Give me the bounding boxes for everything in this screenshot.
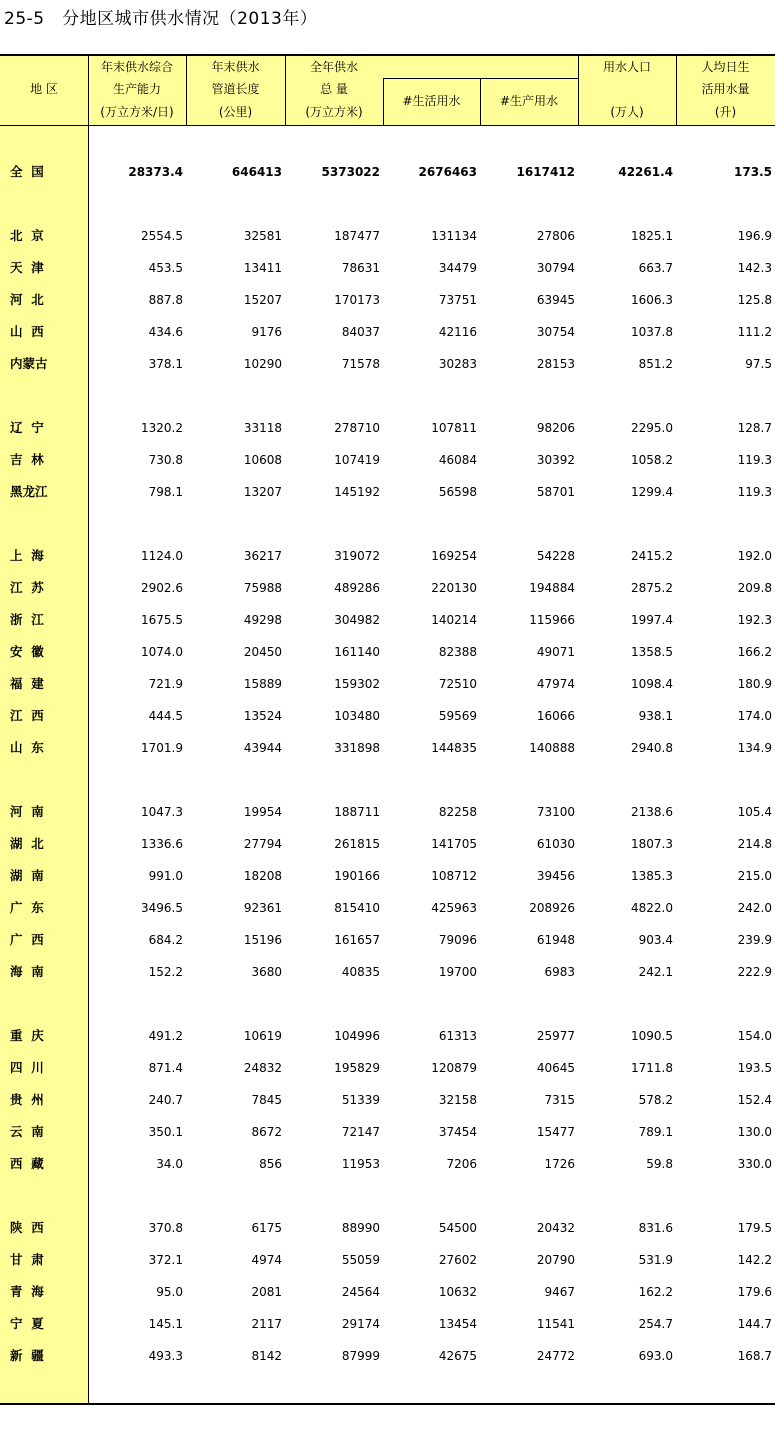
cell-domestic: 7206 <box>446 1157 477 1171</box>
cell-capacity: 1336.6 <box>141 837 183 851</box>
cell-pipeline: 43944 <box>243 741 282 755</box>
cell-pipeline: 3680 <box>251 965 282 979</box>
cell-per-capita: 196.9 <box>737 229 772 243</box>
cell-capacity: 28373.4 <box>128 165 183 179</box>
cell-domestic: 82258 <box>438 805 477 819</box>
cell-population: 1358.5 <box>631 645 673 659</box>
cell-population: 789.1 <box>638 1125 673 1139</box>
cell-production: 20790 <box>536 1253 575 1267</box>
cell-production: 11541 <box>536 1317 575 1331</box>
cell-per-capita: 119.3 <box>737 485 772 499</box>
header-bottom-rule <box>0 125 775 126</box>
cell-per-capita: 330.0 <box>737 1157 772 1171</box>
region-name: 天 津 <box>10 260 44 275</box>
cell-pipeline: 32581 <box>243 229 282 243</box>
cell-total: 40835 <box>341 965 380 979</box>
cell-population: 2295.0 <box>631 421 673 435</box>
cell-pipeline: 856 <box>259 1157 282 1171</box>
cell-per-capita: 192.3 <box>737 613 772 627</box>
cell-production: 49071 <box>536 645 575 659</box>
cell-capacity: 991.0 <box>148 869 183 883</box>
cell-pipeline: 24832 <box>243 1061 282 1075</box>
cell-total: 187477 <box>334 229 380 243</box>
cell-production: 30392 <box>536 453 575 467</box>
cell-population: 1711.8 <box>631 1061 673 1075</box>
cell-domestic: 120879 <box>431 1061 477 1075</box>
cell-total: 51339 <box>341 1093 380 1107</box>
cell-per-capita: 168.7 <box>737 1349 772 1363</box>
region-name: 四 川 <box>10 1060 44 1075</box>
cell-per-capita: 192.0 <box>737 549 772 563</box>
cell-population: 851.2 <box>638 357 673 371</box>
cell-capacity: 684.2 <box>148 933 183 947</box>
page-title: 25-5 分地区城市供水情况（2013年） <box>4 9 318 29</box>
cell-per-capita: 215.0 <box>737 869 772 883</box>
cell-per-capita: 125.8 <box>737 293 772 307</box>
cell-per-capita: 111.2 <box>737 325 772 339</box>
cell-population: 1037.8 <box>631 325 673 339</box>
cell-domestic: 169254 <box>431 549 477 563</box>
region-name: 吉 林 <box>10 452 44 467</box>
cell-per-capita: 134.9 <box>737 741 772 755</box>
cell-population: 59.8 <box>646 1157 673 1171</box>
cell-domestic: 220130 <box>431 581 477 595</box>
header-population-1: 用水人口 <box>602 60 651 74</box>
cell-per-capita: 209.8 <box>737 581 772 595</box>
cell-production: 9467 <box>544 1285 575 1299</box>
water-supply-table <box>0 54 775 1405</box>
cell-per-capita: 130.0 <box>737 1125 772 1139</box>
region-name: 海 南 <box>10 964 44 979</box>
cell-pipeline: 75988 <box>243 581 282 595</box>
region-name: 山 西 <box>10 324 44 339</box>
cell-pipeline: 13524 <box>243 709 282 723</box>
cell-population: 693.0 <box>638 1349 673 1363</box>
cell-domestic: 2676463 <box>418 165 477 179</box>
cell-capacity: 2554.5 <box>141 229 183 243</box>
header-pipeline-1: 年末供水 <box>211 60 260 74</box>
cell-total: 161140 <box>334 645 380 659</box>
cell-production: 15477 <box>536 1125 575 1139</box>
cell-pipeline: 8142 <box>251 1349 282 1363</box>
cell-capacity: 378.1 <box>148 357 183 371</box>
cell-population: 1090.5 <box>631 1029 673 1043</box>
cell-per-capita: 97.5 <box>745 357 772 371</box>
cell-production: 6983 <box>544 965 575 979</box>
region-name: 新 疆 <box>10 1348 44 1363</box>
cell-domestic: 61313 <box>438 1029 477 1043</box>
cell-total: 87999 <box>341 1349 380 1363</box>
region-name: 甘 肃 <box>10 1252 44 1267</box>
cell-population: 42261.4 <box>618 165 673 179</box>
cell-domestic: 72510 <box>438 677 477 691</box>
cell-per-capita: 166.2 <box>737 645 772 659</box>
cell-total: 188711 <box>334 805 380 819</box>
cell-domestic: 140214 <box>431 613 477 627</box>
cell-capacity: 1124.0 <box>141 549 183 563</box>
cell-capacity: 1701.9 <box>141 741 183 755</box>
cell-capacity: 1074.0 <box>141 645 183 659</box>
cell-domestic: 37454 <box>438 1125 477 1139</box>
cell-production: 73100 <box>536 805 575 819</box>
cell-capacity: 1047.3 <box>141 805 183 819</box>
cell-total: 78631 <box>341 261 380 275</box>
cell-per-capita: 154.0 <box>737 1029 772 1043</box>
header-pipeline-2: 管道长度 <box>211 82 260 96</box>
cell-total: 261815 <box>334 837 380 851</box>
cell-production: 1617412 <box>516 165 575 179</box>
cell-production: 16066 <box>536 709 575 723</box>
cell-per-capita: 193.5 <box>737 1061 772 1075</box>
region-column-border <box>88 54 89 1403</box>
header-capacity-2: 生产能力 <box>112 82 161 96</box>
cell-capacity: 444.5 <box>148 709 183 723</box>
cell-pipeline: 10619 <box>243 1029 282 1043</box>
cell-capacity: 434.6 <box>148 325 183 339</box>
cell-pipeline: 2081 <box>251 1285 282 1299</box>
cell-domestic: 46084 <box>438 453 477 467</box>
region-name: 山 东 <box>10 740 44 755</box>
table-bottom-rule <box>0 1403 775 1405</box>
cell-total: 103480 <box>334 709 380 723</box>
cell-pipeline: 13411 <box>243 261 282 275</box>
header-capacity-1: 年末供水综合 <box>100 60 173 74</box>
cell-pipeline: 19954 <box>243 805 282 819</box>
cell-total: 815410 <box>334 901 380 915</box>
header-capacity-3: (万立方米/日) <box>100 105 174 119</box>
cell-production: 61948 <box>536 933 575 947</box>
cell-production: 39456 <box>536 869 575 883</box>
cell-domestic: 42116 <box>438 325 477 339</box>
cell-population: 2138.6 <box>631 805 673 819</box>
region-name: 广 西 <box>10 932 44 947</box>
cell-total: 304982 <box>334 613 380 627</box>
cell-pipeline: 27794 <box>243 837 282 851</box>
cell-pipeline: 49298 <box>243 613 282 627</box>
cell-population: 2940.8 <box>631 741 673 755</box>
region-name: 河 北 <box>10 292 44 307</box>
header-population-2: (万人) <box>610 105 644 119</box>
cell-domestic: 144835 <box>431 741 477 755</box>
cell-domestic: 34479 <box>438 261 477 275</box>
cell-capacity: 372.1 <box>148 1253 183 1267</box>
cell-population: 162.2 <box>638 1285 673 1299</box>
cell-total: 5373022 <box>321 165 380 179</box>
cell-per-capita: 179.5 <box>737 1221 772 1235</box>
cell-total: 107419 <box>334 453 380 467</box>
region-name: 贵 州 <box>10 1092 44 1107</box>
cell-production: 54228 <box>536 549 575 563</box>
cell-pipeline: 13207 <box>243 485 282 499</box>
cell-pipeline: 15207 <box>243 293 282 307</box>
cell-domestic: 54500 <box>438 1221 477 1235</box>
header-region: 地 区 <box>30 82 58 96</box>
cell-population: 2415.2 <box>631 549 673 563</box>
cell-population: 1299.4 <box>631 485 673 499</box>
region-name: 浙 江 <box>10 612 44 627</box>
cell-domestic: 108712 <box>431 869 477 883</box>
cell-total: 319072 <box>334 549 380 563</box>
cell-per-capita: 214.8 <box>737 837 772 851</box>
cell-population: 1997.4 <box>631 613 673 627</box>
cell-per-capita: 180.9 <box>737 677 772 691</box>
cell-production: 1726 <box>544 1157 575 1171</box>
cell-domestic: 56598 <box>438 485 477 499</box>
cell-population: 2875.2 <box>631 581 673 595</box>
region-name: 全 国 <box>10 164 44 179</box>
region-name: 内蒙古 <box>10 356 48 371</box>
cell-total: 278710 <box>334 421 380 435</box>
cell-total: 88990 <box>341 1221 380 1235</box>
cell-production: 208926 <box>529 901 575 915</box>
cell-capacity: 350.1 <box>148 1125 183 1139</box>
cell-capacity: 1675.5 <box>141 613 183 627</box>
cell-domestic: 27602 <box>438 1253 477 1267</box>
cell-per-capita: 105.4 <box>737 805 772 819</box>
cell-capacity: 240.7 <box>148 1093 183 1107</box>
region-name: 黑龙江 <box>10 484 48 499</box>
cell-population: 1098.4 <box>631 677 673 691</box>
cell-pipeline: 9176 <box>251 325 282 339</box>
region-name: 上 海 <box>10 548 44 563</box>
region-name: 江 苏 <box>10 580 44 595</box>
cell-total: 161657 <box>334 933 380 947</box>
cell-total: 71578 <box>341 357 380 371</box>
cell-capacity: 721.9 <box>148 677 183 691</box>
cell-capacity: 34.0 <box>156 1157 183 1171</box>
region-name: 重 庆 <box>10 1028 44 1043</box>
cell-total: 24564 <box>341 1285 380 1299</box>
cell-production: 24772 <box>536 1349 575 1363</box>
cell-total: 55059 <box>341 1253 380 1267</box>
cell-pipeline: 6175 <box>251 1221 282 1235</box>
cell-total: 72147 <box>341 1125 380 1139</box>
cell-pipeline: 33118 <box>243 421 282 435</box>
cell-population: 938.1 <box>638 709 673 723</box>
cell-pipeline: 36217 <box>243 549 282 563</box>
cell-per-capita: 174.0 <box>737 709 772 723</box>
cell-per-capita: 222.9 <box>737 965 772 979</box>
cell-total: 104996 <box>334 1029 380 1043</box>
header-per-capita-1: 人均日生 <box>701 60 750 74</box>
cell-total: 159302 <box>334 677 380 691</box>
cell-domestic: 141705 <box>431 837 477 851</box>
cell-capacity: 2902.6 <box>141 581 183 595</box>
cell-production: 115966 <box>529 613 575 627</box>
cell-domestic: 73751 <box>438 293 477 307</box>
cell-domestic: 32158 <box>438 1093 477 1107</box>
cell-production: 40645 <box>536 1061 575 1075</box>
cell-per-capita: 142.3 <box>737 261 772 275</box>
cell-production: 140888 <box>529 741 575 755</box>
cell-capacity: 152.2 <box>148 965 183 979</box>
cell-production: 63945 <box>536 293 575 307</box>
cell-domestic: 425963 <box>431 901 477 915</box>
cell-pipeline: 10608 <box>243 453 282 467</box>
cell-pipeline: 15889 <box>243 677 282 691</box>
region-column-background <box>0 54 88 1403</box>
header-per-capita-2: 活用水量 <box>701 82 750 96</box>
cell-production: 20432 <box>536 1221 575 1235</box>
cell-total: 29174 <box>341 1317 380 1331</box>
cell-population: 1807.3 <box>631 837 673 851</box>
cell-domestic: 59569 <box>438 709 477 723</box>
region-name: 湖 北 <box>10 836 44 851</box>
cell-domestic: 30283 <box>438 357 477 371</box>
cell-total: 331898 <box>334 741 380 755</box>
cell-per-capita: 119.3 <box>737 453 772 467</box>
region-name: 江 西 <box>10 708 44 723</box>
cell-production: 30754 <box>536 325 575 339</box>
region-name: 陕 西 <box>10 1220 44 1235</box>
cell-per-capita: 152.4 <box>737 1093 772 1107</box>
region-name: 辽 宁 <box>10 420 44 435</box>
cell-capacity: 871.4 <box>148 1061 183 1075</box>
cell-population: 1385.3 <box>631 869 673 883</box>
cell-domestic: 79096 <box>438 933 477 947</box>
region-name: 青 海 <box>10 1284 44 1299</box>
cell-capacity: 493.3 <box>148 1349 183 1363</box>
cell-capacity: 95.0 <box>156 1285 183 1299</box>
cell-domestic: 107811 <box>431 421 477 435</box>
cell-production: 25977 <box>536 1029 575 1043</box>
cell-pipeline: 92361 <box>243 901 282 915</box>
region-name: 云 南 <box>10 1124 44 1139</box>
cell-population: 1606.3 <box>631 293 673 307</box>
header-total-2: 总 量 <box>320 82 348 96</box>
cell-pipeline: 2117 <box>251 1317 282 1331</box>
cell-total: 489286 <box>334 581 380 595</box>
header-pipeline-3: (公里) <box>218 105 253 119</box>
cell-production: 27806 <box>536 229 575 243</box>
cell-production: 194884 <box>529 581 575 595</box>
cell-per-capita: 239.9 <box>737 933 772 947</box>
cell-capacity: 798.1 <box>148 485 183 499</box>
region-name: 湖 南 <box>10 868 44 883</box>
cell-population: 531.9 <box>638 1253 673 1267</box>
cell-production: 98206 <box>536 421 575 435</box>
cell-domestic: 19700 <box>438 965 477 979</box>
cell-pipeline: 20450 <box>243 645 282 659</box>
cell-capacity: 453.5 <box>148 261 183 275</box>
cell-per-capita: 179.6 <box>737 1285 772 1299</box>
cell-production: 47974 <box>536 677 575 691</box>
cell-total: 195829 <box>334 1061 380 1075</box>
cell-population: 1058.2 <box>631 453 673 467</box>
region-name: 西 藏 <box>10 1156 44 1171</box>
cell-pipeline: 646413 <box>231 165 282 179</box>
cell-per-capita: 173.5 <box>734 165 772 179</box>
cell-pipeline: 18208 <box>243 869 282 883</box>
cell-total: 11953 <box>341 1157 380 1171</box>
cell-pipeline: 15196 <box>243 933 282 947</box>
cell-production: 28153 <box>536 357 575 371</box>
cell-population: 903.4 <box>638 933 673 947</box>
cell-domestic: 42675 <box>438 1349 477 1363</box>
cell-pipeline: 8672 <box>251 1125 282 1139</box>
cell-population: 242.1 <box>638 965 673 979</box>
cell-per-capita: 144.7 <box>737 1317 772 1331</box>
cell-capacity: 491.2 <box>148 1029 183 1043</box>
region-name: 北 京 <box>10 228 44 243</box>
cell-capacity: 730.8 <box>148 453 183 467</box>
cell-population: 663.7 <box>638 261 673 275</box>
cell-domestic: 82388 <box>438 645 477 659</box>
cell-total: 145192 <box>334 485 380 499</box>
region-name: 广 东 <box>10 900 44 915</box>
cell-pipeline: 4974 <box>251 1253 282 1267</box>
cell-capacity: 145.1 <box>148 1317 183 1331</box>
header-domestic: #生活用水 <box>402 94 461 108</box>
cell-domestic: 131134 <box>431 229 477 243</box>
cell-capacity: 1320.2 <box>141 421 183 435</box>
cell-capacity: 887.8 <box>148 293 183 307</box>
cell-pipeline: 7845 <box>251 1093 282 1107</box>
header-total-1: 全年供水 <box>309 60 358 74</box>
cell-domestic: 10632 <box>438 1285 477 1299</box>
cell-per-capita: 142.2 <box>737 1253 772 1267</box>
cell-per-capita: 242.0 <box>737 901 772 915</box>
cell-population: 1825.1 <box>631 229 673 243</box>
cell-population: 831.6 <box>638 1221 673 1235</box>
header-total-3: (万立方米) <box>305 105 363 119</box>
region-name: 安 徽 <box>10 644 44 659</box>
header-per-capita-3: (升) <box>714 105 737 119</box>
cell-capacity: 3496.5 <box>141 901 183 915</box>
cell-capacity: 370.8 <box>148 1221 183 1235</box>
cell-pipeline: 10290 <box>243 357 282 371</box>
cell-total: 190166 <box>334 869 380 883</box>
region-name: 宁 夏 <box>10 1316 44 1331</box>
header-production: #生产用水 <box>499 94 559 108</box>
cell-production: 7315 <box>544 1093 575 1107</box>
cell-production: 30794 <box>536 261 575 275</box>
cell-per-capita: 128.7 <box>737 421 772 435</box>
region-name: 福 建 <box>10 676 44 691</box>
region-name: 河 南 <box>10 804 44 819</box>
cell-domestic: 13454 <box>438 1317 477 1331</box>
cell-population: 578.2 <box>638 1093 673 1107</box>
cell-population: 254.7 <box>638 1317 673 1331</box>
cell-total: 84037 <box>341 325 380 339</box>
cell-total: 170173 <box>334 293 380 307</box>
cell-population: 4822.0 <box>631 901 673 915</box>
cell-production: 58701 <box>536 485 575 499</box>
cell-production: 61030 <box>536 837 575 851</box>
